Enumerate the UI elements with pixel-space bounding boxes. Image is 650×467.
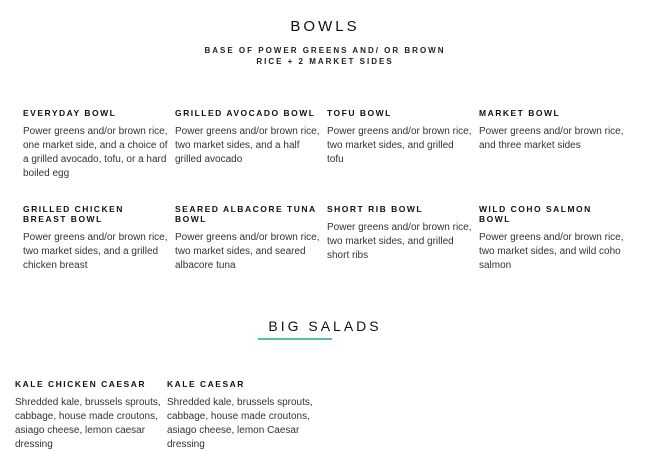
menu-item-name: SHORT RIB BOWL [327, 204, 424, 214]
bowls-row-1 [23, 108, 643, 181]
menu-item-description: Power greens and/or brown rice, two market sides, and seared albacore tuna [175, 232, 320, 271]
bowls-row-2 [23, 204, 643, 273]
menu-item-name: GRILLED CHICKEN BREAST BOWL [23, 204, 124, 224]
salads-row [15, 379, 325, 452]
menu-item-name: KALE CHICKEN CAESAR [15, 379, 146, 389]
menu-item-description: Power greens and/or brown rice, one market side, and a choice of a grilled avocado, tofu, or a hard boiled egg [23, 126, 168, 179]
menu-item-grilled-avocado-bowl [175, 108, 327, 181]
menu-item-kale-caesar [167, 379, 319, 452]
menu-item-name: MARKET BOWL [479, 108, 561, 118]
menu-item-description: Power greens and/or brown rice, two market sides, and wild coho salmon [479, 232, 624, 271]
menu-item-short-rib-bowl [327, 204, 479, 273]
menu-item-tofu-bowl [327, 108, 479, 181]
menu-item-name: WILD COHO SALMON BOWL [479, 204, 592, 224]
menu-item-grilled-chicken-breast-bowl [23, 204, 175, 273]
menu-item-everyday-bowl [23, 108, 175, 181]
menu-item-name: GRILLED AVOCADO BOWL [175, 108, 316, 118]
salads-section-title: BIG SALADS [268, 318, 382, 334]
menu-item-name: KALE CAESAR [167, 379, 245, 389]
bowls-subtitle: BASE OF POWER GREENS AND/ OR BROWN RICE + 2 MARKET SIDES [204, 46, 446, 66]
menu-item-description: Shredded kale, brussels sprouts, cabbage, house made croutons, asiago cheese, lemon Caesar dressing [167, 397, 313, 450]
menu-item-name: TOFU BOWL [327, 108, 392, 118]
menu-item-seared-albacore-tuna-bowl [175, 204, 327, 273]
menu-item-name: SEARED ALBACORE TUNA BOWL [175, 204, 317, 224]
menu-item-market-bowl [479, 108, 631, 181]
menu-item-description: Power greens and/or brown rice, two market sides, and a grilled chicken breast [23, 232, 168, 271]
menu-item-kale-chicken-caesar [15, 379, 167, 452]
menu-item-name: EVERYDAY BOWL [23, 108, 117, 118]
menu-item-description: Power greens and/or brown rice, two market sides, and grilled tofu [327, 126, 472, 165]
bowls-section-title: BOWLS [290, 18, 360, 35]
menu-item-wild-coho-salmon-bowl [479, 204, 631, 273]
menu-item-description: Shredded kale, brussels sprouts, cabbage, house made croutons, asiago cheese, lemon caesar dressing [15, 397, 161, 450]
menu-item-description: Power greens and/or brown rice, two market sides, and a half grilled avocado [175, 126, 320, 165]
salads-title-underline [258, 338, 332, 340]
menu-item-description: Power greens and/or brown rice, two market sides, and grilled short ribs [327, 222, 472, 261]
menu-item-description: Power greens and/or brown rice, and three market sides [479, 126, 624, 151]
